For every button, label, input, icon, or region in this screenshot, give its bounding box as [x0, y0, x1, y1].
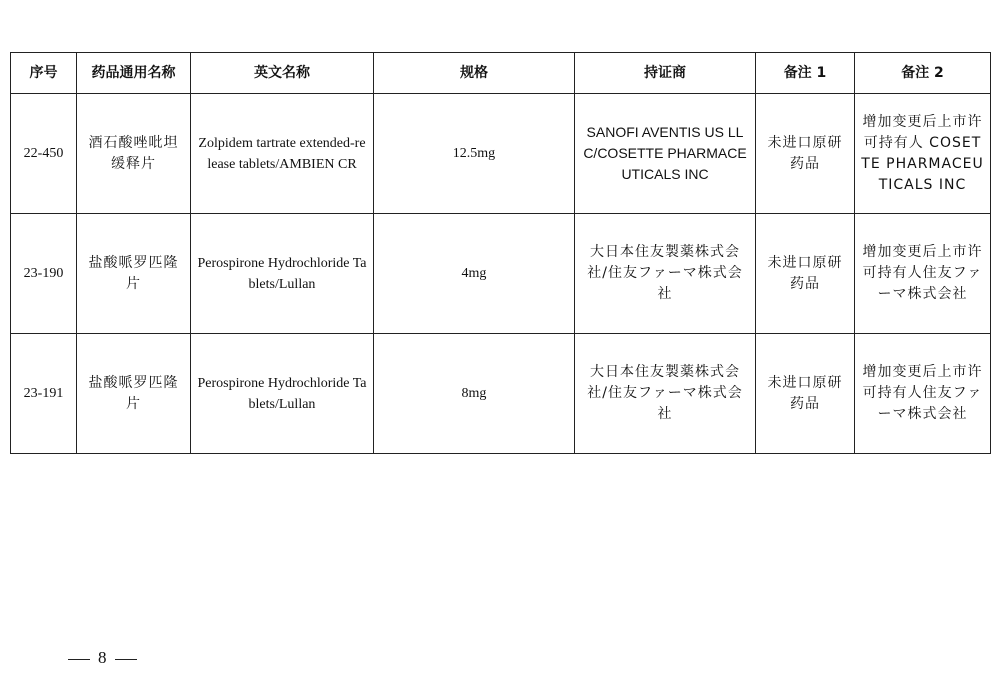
page-footer: [60, 648, 145, 668]
cell-spec: 4mg: [374, 214, 575, 334]
cell-index: 23-191: [11, 334, 77, 454]
cell-note1: 未进口原研药品: [756, 214, 855, 334]
cell-note2: 增加变更后上市许可持有人住友ファーマ株式会社: [855, 214, 991, 334]
cell-en-name: Zolpidem tartrate extended-release tablets/AMBIEN CR: [191, 94, 374, 214]
header-cn-name: 药品通用名称: [77, 53, 191, 94]
cell-index: 22-450: [11, 94, 77, 214]
header-note2: 备注 2: [855, 53, 991, 94]
table-row: [11, 214, 991, 334]
cell-cn-name: 盐酸哌罗匹隆片: [77, 334, 191, 454]
cell-en-name: Perospirone Hydrochloride Tablets/Lullan: [191, 334, 374, 454]
cell-holder: 大日本住友製薬株式会社/住友ファーマ株式会社: [575, 334, 756, 454]
header-note1: 备注 1: [756, 53, 855, 94]
cell-note1: 未进口原研药品: [756, 94, 855, 214]
cell-holder: 大日本住友製薬株式会社/住友ファーマ株式会社: [575, 214, 756, 334]
table-row: [11, 94, 991, 214]
header-holder: 持证商: [575, 53, 756, 94]
cell-en-name: Perospirone Hydrochloride Tablets/Lullan: [191, 214, 374, 334]
header-index: 序号: [11, 53, 77, 94]
cell-index: 23-190: [11, 214, 77, 334]
header-en-name: 英文名称: [191, 53, 374, 94]
cell-note2: 增加变更后上市许可持有人住友ファーマ株式会社: [855, 334, 991, 454]
cell-cn-name: 酒石酸唑吡坦缓释片: [77, 94, 191, 214]
drug-table: [10, 52, 991, 454]
table-header-row: [11, 53, 991, 94]
cell-cn-name: 盐酸哌罗匹隆片: [77, 214, 191, 334]
page-number: 8: [98, 648, 107, 667]
cell-note1: 未进口原研药品: [756, 334, 855, 454]
header-spec: 规格: [374, 53, 575, 94]
cell-holder: SANOFI AVENTIS US LLC/COSETTE PHARMACEUTICALS INC: [575, 94, 756, 214]
footer-dash-right: [115, 659, 137, 660]
cell-spec: 8mg: [374, 334, 575, 454]
cell-note2: 增加变更后上市许可持有人 COSETTE PHARMACEUTICALS INC: [855, 94, 991, 214]
cell-spec: 12.5mg: [374, 94, 575, 214]
footer-dash-left: [68, 659, 90, 660]
table-row: [11, 334, 991, 454]
